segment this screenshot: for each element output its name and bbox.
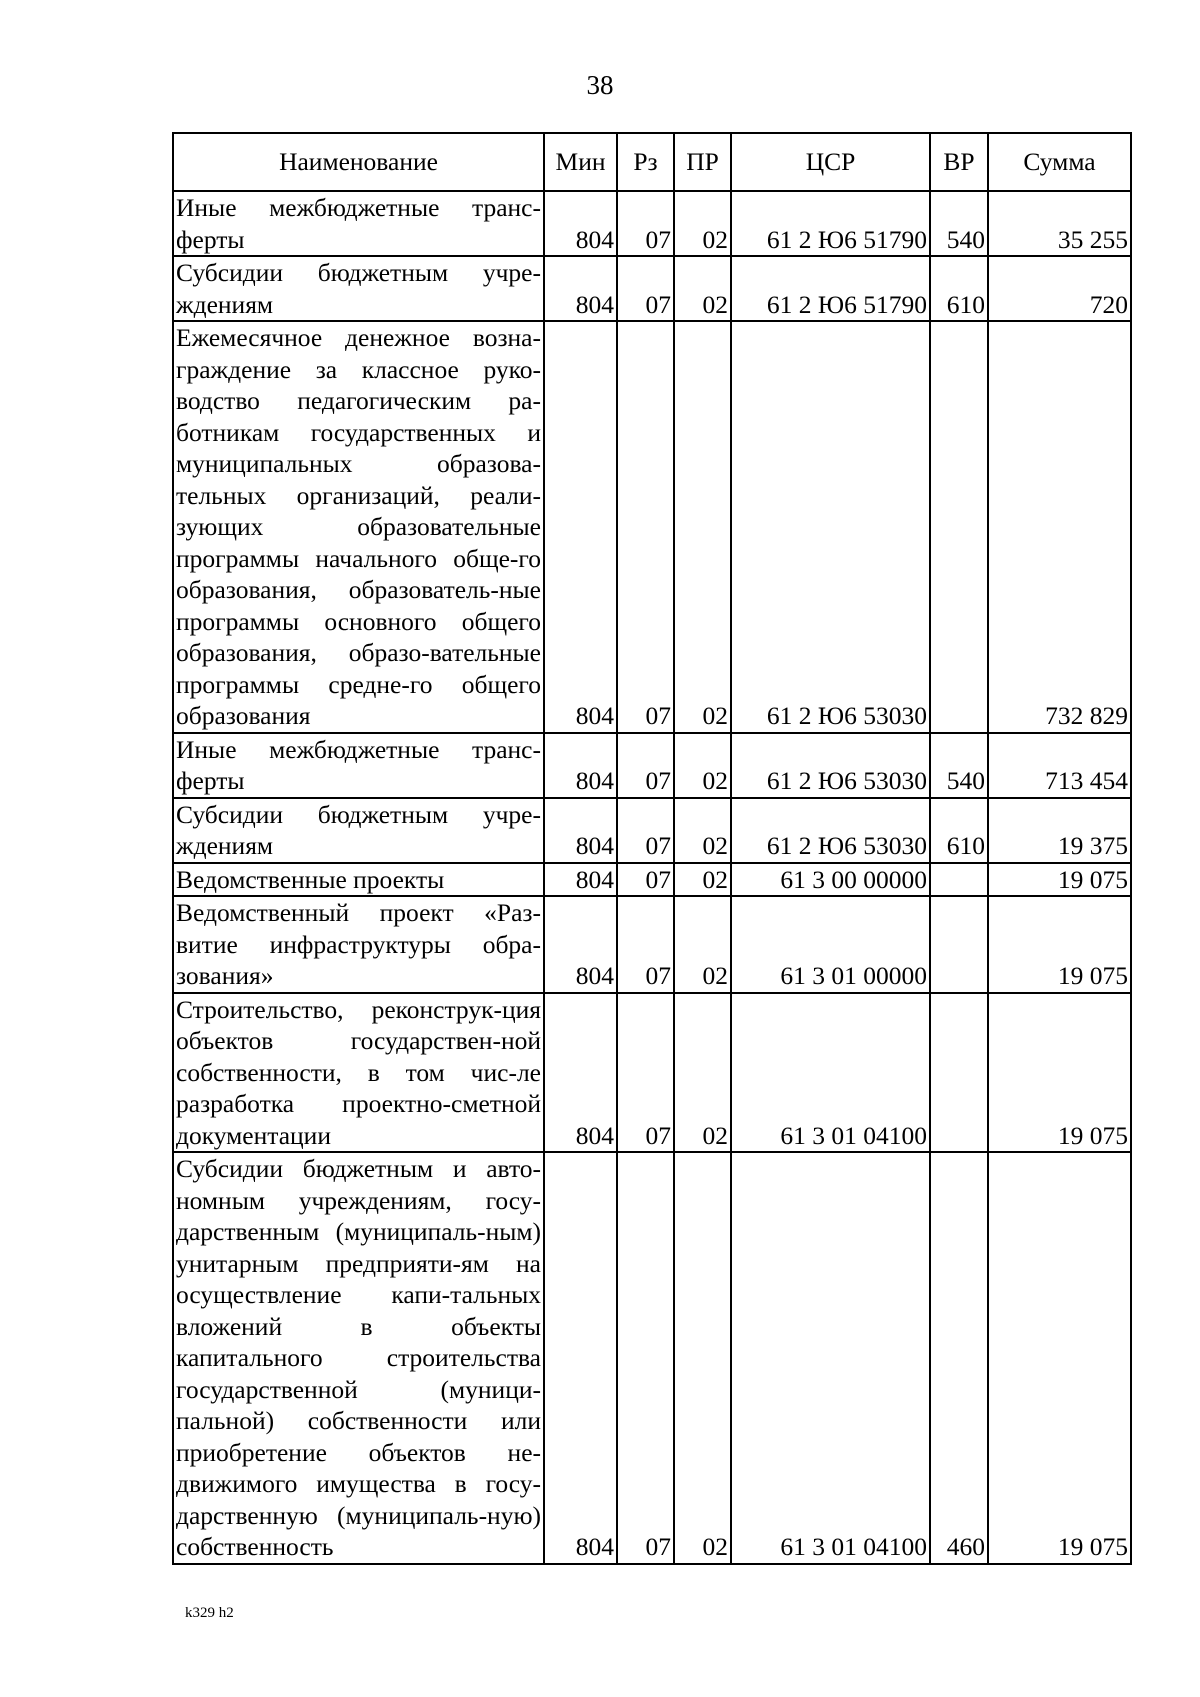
table-row (173, 896, 1131, 993)
cell-sum: 19 075 (988, 896, 1131, 993)
cell-name: Субсидии бюджетным и авто-номным учреждениям, госу-дарственным (муниципаль-ным) унитарным предприяти-ям на осуществление капи-тальных вложений в объекты капитального строительства государственной (муници-пальной) собственности или приобретение объектов не-движимого имущества в госу-дарственную (муниципаль-ную) собственность (173, 1152, 544, 1564)
cell-vr (930, 321, 988, 733)
cell-pr: 02 (674, 191, 731, 256)
cell-pr: 02 (674, 1152, 731, 1564)
cell-sum: 19 075 (988, 863, 1131, 897)
column-header-sum: Сумма (988, 133, 1131, 191)
table-row (173, 733, 1131, 798)
table-header (173, 133, 1131, 191)
cell-sum: 35 255 (988, 191, 1131, 256)
cell-name: Ведомственные проекты (173, 863, 544, 897)
cell-name: Субсидии бюджетным учре-ждениям (173, 798, 544, 863)
cell-name: Иные межбюджетные транс-ферты (173, 733, 544, 798)
table-row (173, 1152, 1131, 1564)
column-header-rz: Рз (617, 133, 674, 191)
cell-vr (930, 993, 988, 1153)
cell-sum: 19 075 (988, 1152, 1131, 1564)
cell-min: 804 (544, 256, 617, 321)
cell-min: 804 (544, 1152, 617, 1564)
cell-min: 804 (544, 896, 617, 993)
cell-csr: 61 2 Ю6 51790 (731, 256, 930, 321)
cell-name: Строительство, реконструк-ция объектов государствен-ной собственности, в том чис-ле разработка проектно-сметной документации (173, 993, 544, 1153)
budget-table (172, 132, 1132, 1565)
column-header-vr: ВР (930, 133, 988, 191)
cell-pr: 02 (674, 993, 731, 1153)
cell-pr: 02 (674, 863, 731, 897)
cell-pr: 02 (674, 798, 731, 863)
cell-vr (930, 863, 988, 897)
header-row (173, 133, 1131, 191)
cell-vr: 460 (930, 1152, 988, 1564)
cell-vr (930, 896, 988, 993)
cell-rz: 07 (617, 191, 674, 256)
cell-csr: 61 2 Ю6 53030 (731, 733, 930, 798)
cell-pr: 02 (674, 321, 731, 733)
cell-min: 804 (544, 191, 617, 256)
cell-sum: 713 454 (988, 733, 1131, 798)
cell-csr: 61 3 01 00000 (731, 896, 930, 993)
cell-pr: 02 (674, 733, 731, 798)
cell-rz: 07 (617, 733, 674, 798)
column-header-min: Мин (544, 133, 617, 191)
cell-sum: 19 075 (988, 993, 1131, 1153)
table-row (173, 863, 1131, 897)
cell-rz: 07 (617, 256, 674, 321)
cell-rz: 07 (617, 798, 674, 863)
cell-vr: 610 (930, 798, 988, 863)
table-row (173, 256, 1131, 321)
cell-name: Иные межбюджетные транс-ферты (173, 191, 544, 256)
cell-rz: 07 (617, 1152, 674, 1564)
cell-min: 804 (544, 863, 617, 897)
cell-min: 804 (544, 993, 617, 1153)
cell-rz: 07 (617, 993, 674, 1153)
cell-csr: 61 3 01 04100 (731, 1152, 930, 1564)
cell-name: Ежемесячное денежное возна-граждение за классное руко-водство педагогическим ра-ботникам государственных и муниципальных образова-тельных организаций, реали-зующих образовательные программы начального обще-го образования, образователь-ные программы основного общего образования, образо-вательные программы средне-го общего образования (173, 321, 544, 733)
table-body (173, 191, 1131, 1564)
cell-name: Ведомственный проект «Раз-витие инфраструктуры обра-зования» (173, 896, 544, 993)
table-row (173, 798, 1131, 863)
cell-sum: 720 (988, 256, 1131, 321)
cell-rz: 07 (617, 321, 674, 733)
table-row (173, 321, 1131, 733)
cell-pr: 02 (674, 256, 731, 321)
cell-vr: 610 (930, 256, 988, 321)
cell-csr: 61 3 01 04100 (731, 993, 930, 1153)
cell-rz: 07 (617, 863, 674, 897)
table-row (173, 993, 1131, 1153)
column-header-name: Наименование (173, 133, 544, 191)
table-row (173, 191, 1131, 256)
cell-csr: 61 2 Ю6 53030 (731, 798, 930, 863)
cell-pr: 02 (674, 896, 731, 993)
cell-vr: 540 (930, 191, 988, 256)
cell-name: Субсидии бюджетным учре-ждениям (173, 256, 544, 321)
cell-vr: 540 (930, 733, 988, 798)
cell-csr: 61 3 00 00000 (731, 863, 930, 897)
cell-rz: 07 (617, 896, 674, 993)
cell-min: 804 (544, 798, 617, 863)
cell-min: 804 (544, 733, 617, 798)
column-header-pr: ПР (674, 133, 731, 191)
cell-sum: 732 829 (988, 321, 1131, 733)
cell-min: 804 (544, 321, 617, 733)
cell-csr: 61 2 Ю6 51790 (731, 191, 930, 256)
footer-code: k329 h2 (185, 1605, 234, 1621)
cell-sum: 19 375 (988, 798, 1131, 863)
column-header-csr: ЦСР (731, 133, 930, 191)
page-number: 38 (586, 70, 614, 100)
cell-csr: 61 2 Ю6 53030 (731, 321, 930, 733)
